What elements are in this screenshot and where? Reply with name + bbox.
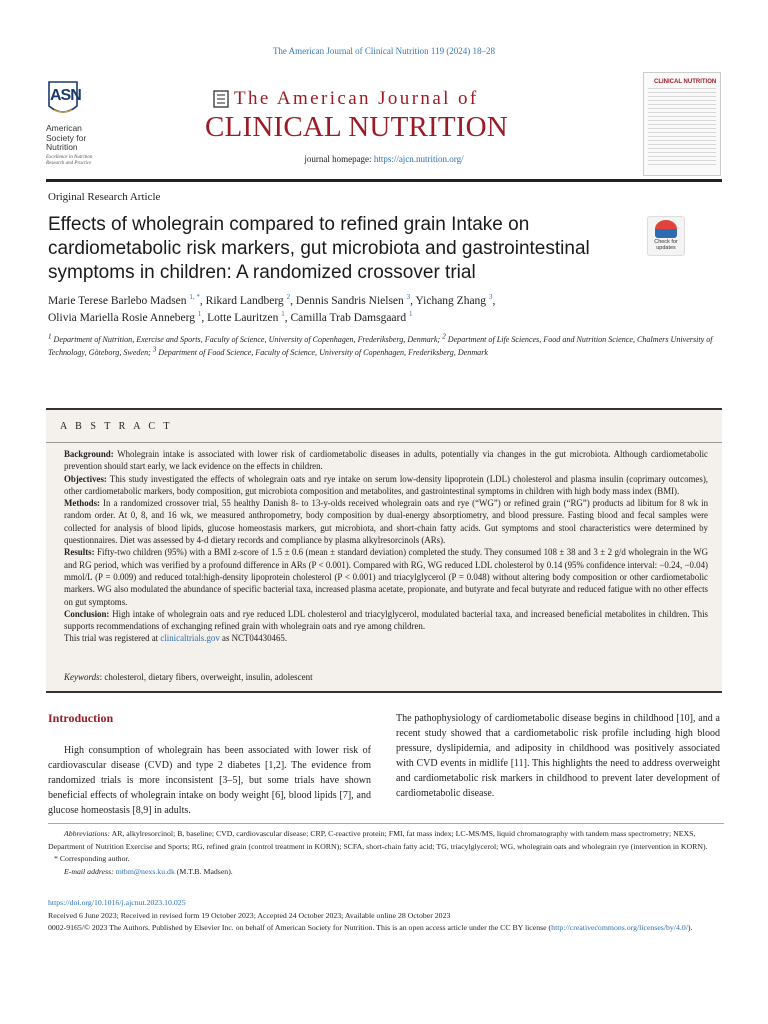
affiliation: Department of Nutrition, Exercise and Sports, Faculty of Science, University of Copenhagen, Frederiksberg, Denmark; [53,335,441,344]
affiliation: Department of Life Sciences, Food and Nutrition Science, Chalmers University of Technology, Göteborg, Sweden; [48,335,713,357]
section-text: In a randomized crossover trial, 55 healthy Danish 8- to 13-y-olds received wholegrain oats and rye (“WG”) or refined grain (“RG”) products ad libitum for 8 wk in random order. At 0, 8, and 16 wk, we measured anthropometry, body composition by dual-energy absorptiometry, and blood pressure. Fasting blood and fecal samples were collected for analysis of blood lipids, glucose homeostasis markers, gut microbiota, and short-chain fatty acids. Gut symptoms and stool characteristics were determined by questionnaires. Diet was assessed by 4-d dietary records and compliance by plasma alkylresorcinols (ARs). [64,498,709,546]
section-label: Methods: [64,498,100,509]
email-note: E-mail address: mtbm@nexs.ku.dk (M.T.B. Madsen). [64,866,233,876]
author-name[interactable]: Dennis Sandris Nielsen [295,295,404,307]
email-link[interactable]: mtbm@nexs.ku.dk [115,866,175,876]
author-name[interactable]: Yichang Zhang [415,295,487,307]
keywords-list: : cholesterol, dietary fibers, overweight, insulin, adolescent [99,672,313,682]
affiliations [48,334,724,359]
trial-registration: This trial was registered at clinicaltrials.gov as NCT04430465. [64,633,288,644]
author-affil-sup[interactable]: 1 [197,310,202,319]
check-updates-label: Check for updates [654,239,678,251]
affil-number: 3 [152,344,157,353]
homepage-label: journal homepage: [304,154,374,164]
abbreviations-note: Abbreviations: AR, alkylresorcinol; B, baseline; CVD, cardiovascular disease; CRP, C-reactive protein; FMI, fat mass index; LC-MS/MS, liquid chromatography with tandem mass spectrometry; NEXS, Department of Nutrition Exercise and Sports; RG, refined grain (control treatment in KORN); SCFA, short-chain fatty acid; TG, triacylglycerol; WG, wholegrain oats and wholegrain rye (intervention in KORN). [48,829,708,851]
author-name[interactable]: Marie Terese Barlebo Madsen [48,295,187,307]
section-text: This study investigated the effects of wholegrain oats and rye intake on serum low-density lipoprotein (LDL) cholesterol and plasma insulin (coprimary outcomes), other cardiometabolic markers, body composition, gut microbiota composition and metabolites, and gastrointestinal symptoms in children with high body mass index (BMI). [64,473,708,496]
abstract-section [64,497,708,546]
abstract-heading: A B S T R A C T [60,421,173,432]
homepage-link[interactable]: https://ajcn.nutrition.org/ [373,154,464,164]
affil-number: 1 [48,332,52,341]
clinicaltrials-link[interactable]: clinicaltrials.gov [160,633,220,644]
section-label: Results: [64,547,95,558]
footnotes [48,828,724,878]
asn-tagline: Excellence in Nutrition Research and Practice [46,154,93,166]
article-title: Effects of wholegrain compared to refined grain Intake on cardiometabolic risk markers, gut microbiota and gastrointestinal symptoms in children: A randomized crossover trial [48,214,590,283]
abstract-body [64,448,708,645]
abstract-section [64,473,708,498]
article-meta [48,897,724,935]
section-label: Objectives: [64,473,107,484]
abstract-section [64,546,708,607]
section-text: High intake of wholegrain oats and rye reduced LDL cholesterol and triacylglycerol, modulated bacterial taxa, and increased beneficial metabolites in children. This supports recommendations of exchanging refined grain with wholegrain oats and rye among children. [64,608,709,632]
author-list: Marie Terese Barlebo Madsen $^{1, *}$, Rikard Landberg $^2$, Dennis Sandris Nielsen $^3$, Yichang Zhang $^3$, Olivia Mariella Rosie Anneberg $^1$, Lotte Lauritzen $^1$, Camilla Trab Damsgaard $^1$ [48,293,496,324]
check-updates-button[interactable] [647,216,685,256]
journal-title-top: The American Journal of [234,88,479,109]
author-affil-sup[interactable]: 1 [281,310,285,319]
author-name[interactable]: Rikard Landberg [205,295,284,307]
author-affil-sup[interactable]: 1 [408,310,413,319]
author-affil-sup[interactable]: 3 [406,293,411,302]
article-type: Original Research Article [48,191,161,203]
affil-number: 2 [442,332,446,341]
check-updates-icon [655,220,677,238]
abstract-box [46,408,722,693]
section-label: Background: [64,449,114,459]
license-link[interactable]: http://creativecommons.org/licenses/by/4.0/ [551,923,688,933]
author-affil-sup[interactable]: 2 [286,293,291,302]
corresponding-note: * Corresponding author. [54,854,130,864]
header-divider [46,179,722,182]
author-name[interactable]: Olivia Mariella Rosie Anneberg [48,312,196,324]
author-name[interactable]: Lotte Lauritzen [207,312,279,324]
author-affil-sup[interactable]: 1, * [189,293,200,302]
abstract-divider [46,442,722,443]
author-name[interactable]: Camilla Trab Damsgaard [290,312,407,324]
section-text: Wholegrain intake is associated with lower risk of cardiometabolic diseases in adults, potentially via changes in the gut microbiota. Although cardiometabolic prevention should start early, we lack evidence on the effects in children. [64,449,708,472]
asn-abbr: ASN [50,87,81,104]
affiliation: Department of Food Science, Faculty of Science, University of Copenhagen, Frederiksberg, Denmark [158,347,488,357]
journal-cover-thumbnail[interactable] [643,72,721,176]
keywords-label: Keywords [64,672,100,682]
abstract-section [64,608,708,633]
journal-title-main: CLINICAL NUTRITION [205,111,508,143]
running-header[interactable]: The American Journal of Clinical Nutrition 119 (2024) 18–28 [272,46,496,56]
asn-organization: American Society for Nutrition [46,123,87,152]
section-label: Conclusion: [64,608,110,619]
author-affil-sup[interactable]: 3 [488,293,493,302]
doi-link[interactable]: https://doi.org/10.1016/j.ajcnut.2023.10.025 [48,898,186,907]
license-note: 0002-9165/© 2023 The Authors. Published by Elsevier Inc. on behalf of American Society for Nutrition. This is an open access article under the CC BY license (http://creativecommons.org/licenses/by/4.0/). [48,923,693,933]
cover-title: CLINICAL NUTRITION [654,79,717,85]
footnote-divider [48,823,724,824]
section-text: Fifty-two children (95%) with a BMI z-score of 1.5 ± 0.6 (mean ± standard deviation) completed the study. They consumed 108 ± 38 and 3 ± 2 g/d wholegrain in the WG and RG period, which was verified by a profound difference in ARs (P < 0.001). Compared with RG, WG reduced LDL cholesterol by 0.14 (95% confidence interval: −0.24, −0.04) mmol/L (P = 0.009) and reduced total:high-density lipoprotein cholesterol (P < 0.001) and triacylglycerol (P = 0.048) without altering body composition or other cardiometabolic markers. WG also modulated the abundance of specific bacterial taxa, increased plasma acetate, propionate, and butyrate and fecal butyrate and reduced fatigue with no other effects on gut symptoms. [64,547,708,607]
received-dates: Received 6 June 2023; Received in revised form 19 October 2023; Accepted 24 October 2023; Available online 28 October 2023 [48,910,451,920]
keywords [64,672,313,682]
intro-paragraph-left: High consumption of wholegrain has been associated with lower risk of cardiovascular disease (CVD) and type 2 diabetes [1,2]. The evidence from randomized trials is more inconsistent [3–5], but some trials have shown beneficial effects of wholegrain intake on body weight [6], blood lipids [7], and glucose homeostasis [8,9] in adults. [48,745,371,816]
intro-paragraph-right: The pathophysiology of cardiometabolic disease begins in childhood [10], and a recent study showed that a cardiometabolic risk profile including high blood pressure, dyslipidemia, and adiposity in childhood was positively associated with CVD events in midlife [11]. This highlights the need to address overweight and cardiometabolic risk markers in childhood to prevent later development of cardiometabolic disease. [396,713,720,799]
asn-mark-icon [46,80,80,120]
section-heading-introduction: Introduction [48,711,114,725]
abstract-section [64,448,708,473]
